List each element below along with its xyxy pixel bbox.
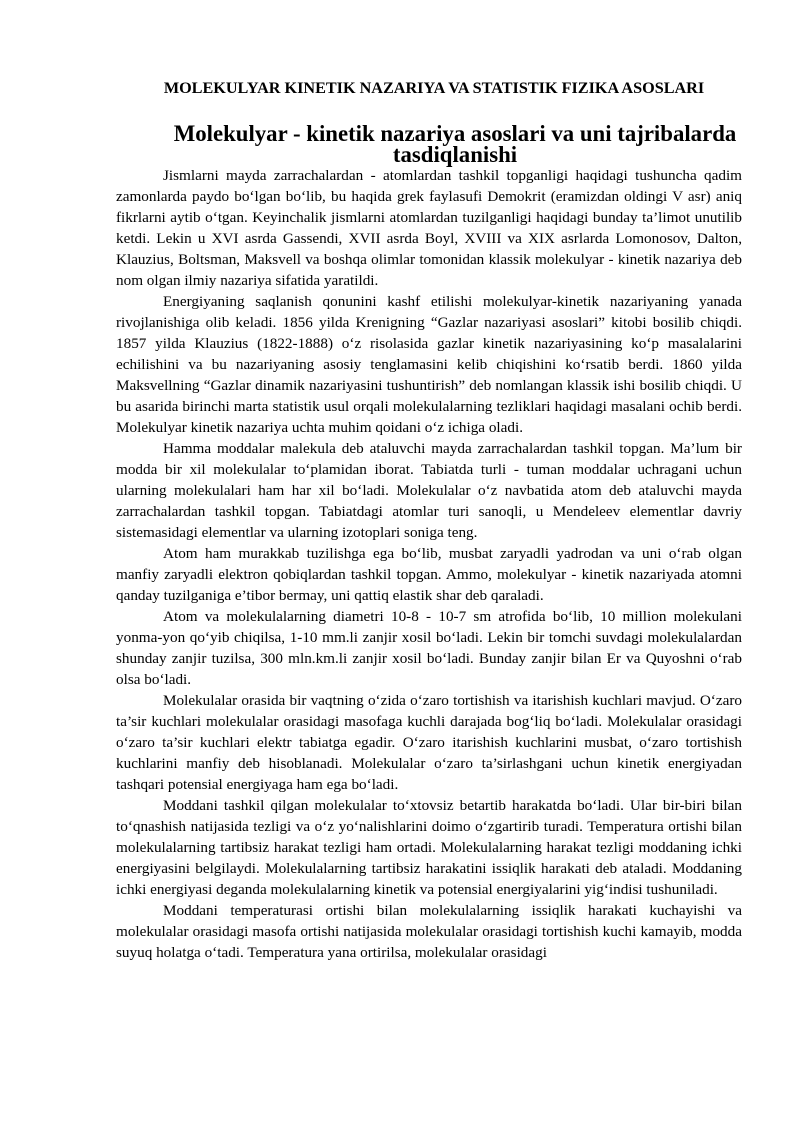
paragraph-4: Atom ham murakkab tuzilishga ega bo‘lib, musbat zaryadli yadrodan va uni o‘rab olgan manfiy zaryadli elektron qobiqlardan tashkil topgan. Ammo, molekulyar - kinetik nazariyada atomni qanday tuzilganiga e’tibor bermay, uni qattiq elastik shar deb qaraladi. [116,545,742,604]
document-title: MOLEKULYAR KINETIK NAZARIYA VA STATISTIK FIZIKA ASOSLARI [163,79,705,97]
paragraph-6: Molekulalar orasida bir vaqtning o‘zida o‘zaro tortishish va itarishish kuchlari mavjud. O‘zaro ta’sir kuchlari molekulalar orasidagi masofaga kuchli darajada bog‘liq bo‘ladi. Molekulalar orasidagi o‘zaro ta’sir kuchlari elektr tabiatga egadir. O‘zaro itarishish kuchlarini musbat, o‘zaro tortishish kuchlarini manfiy deb hisoblanadi. Molekulalar o‘zaro ta’sirlashgani uchun kinetik energiyadan tashqari potensial energiyaga ham ega bo‘ladi. [116,692,742,793]
paragraph-2: Energiyaning saqlanish qonunini kashf etilishi molekulyar-kinetik nazariyaning yanada rivojlanishiga olib keladi. 1856 yilda Krenigning “Gazlar nazariyasi asoslari” kitobi bosilib chiqdi. 1857 yilda Klauzius (1822-1888) o‘z risolasida gazlar kinetik nazariyasining ko‘p masalalarini echilishini va bu nazariyaning asosiy tenglamasini kelib chiqishini ko‘rsatib berdi. 1860 yilda Maksvellning “Gazlar dinamik nazariyasini tushuntirish” deb nomlangan klassik ishi bosilib chiqdi. U bu asarida birinchi marta statistik usul orqali molekulalarning tezliklari haqidagi masalani ochib berdi. Molekulyar kinetik nazariya uchta muhim qoidani o‘z ichiga oladi. [116,293,742,436]
document-page [116,72,742,963]
paragraph-1: Jismlarni mayda zarrachalardan - atomlardan tashkil topganligi haqidagi tushuncha qadim zamonlarda paydo bo‘lgan bo‘lib, bu haqida grek faylasufi Demokrit (eramizdan oldingi V asr) aniq fikrlarni aytib o‘tgan. Keyinchalik jismlarni atomlardan tuzilganligi haqidagi bunday ta’limot unutilib ketdi. Lekin u XVI asrda Gassendi, XVII asrda Boyl, XVIII va XIX asrlarda Lomonosov, Dalton, Klauzius, Boltsman, Maksvell va boshqa olimlar tomonidan klassik molekulyar - kinetik nazariya deb nom olgan ilmiy nazariya sifatida yaratildi. [116,167,742,289]
paragraph-7: Moddani tashkil qilgan molekulalar to‘xtovsiz betartib harakatda bo‘ladi. Ular bir-biri bilan to‘qnashish natijasida tezligi va o‘z yo‘nalishlarini doimo o‘zgartirib turadi. Temperatura ortishi bilan molekulalarning tartibsiz harakat tezligi ham ortadi. Molekulalarning harakat tezligi moddaning ichki energiyasini belgilaydi. Molekulalarning tartibsiz harakatini issiqlik harakati deb ataladi. Moddaning ichki energiyasi deganda molekulalarning kinetik va potensial energiyalarini yig‘indisi tushuniladi. [116,797,742,898]
section-heading: Molekulyar - kinetik nazariya asoslari va uni tajribalarda tasdiqlanishi [173,121,737,167]
paragraph-8: Moddani temperaturasi ortishi bilan molekulalarning issiqlik harakati kuchayishi va molekulalar orasidagi masofa ortishi natijasida molekulalar orasidagi tortishish kuchi kamayib, modda suyuq holatga o‘tadi. Temperatura yana ortirilsa, molekulalar orasidagi [116,902,742,961]
paragraph-3: Hamma moddalar malekula deb ataluvchi mayda zarrachalardan tashkil topgan. Ma’lum bir modda bir xil molekulalar to‘plamidan iborat. Tabiatda turli - tuman moddalar uchragani uchun ularning molekulalari ham har xil bo‘ladi. Molekulalar o‘z navbatida atom deb ataluvchi mayda zarrachalardan tashkil topgan. Tabiatdagi atomlar turi sanoqli, u Mendeleev elementlar davriy sistemasidagi elementlar va ularning izotoplari soniga teng. [116,440,742,541]
paragraph-5: Atom va molekulalarning diametri 10-8 - 10-7 sm atrofida bo‘lib, 10 million molekulani yonma-yon qo‘yib chiqilsa, 1-10 mm.li zanjir xosil bo‘ladi. Lekin bir tomchi suvdagi molekulalardan shunday zanjir tuzilsa, 300 mln.km.li zanjir xosil bo‘ladi. Bunday zanjir bilan Er va Quyoshni o‘rab olsa bo‘ladi. [116,608,742,688]
